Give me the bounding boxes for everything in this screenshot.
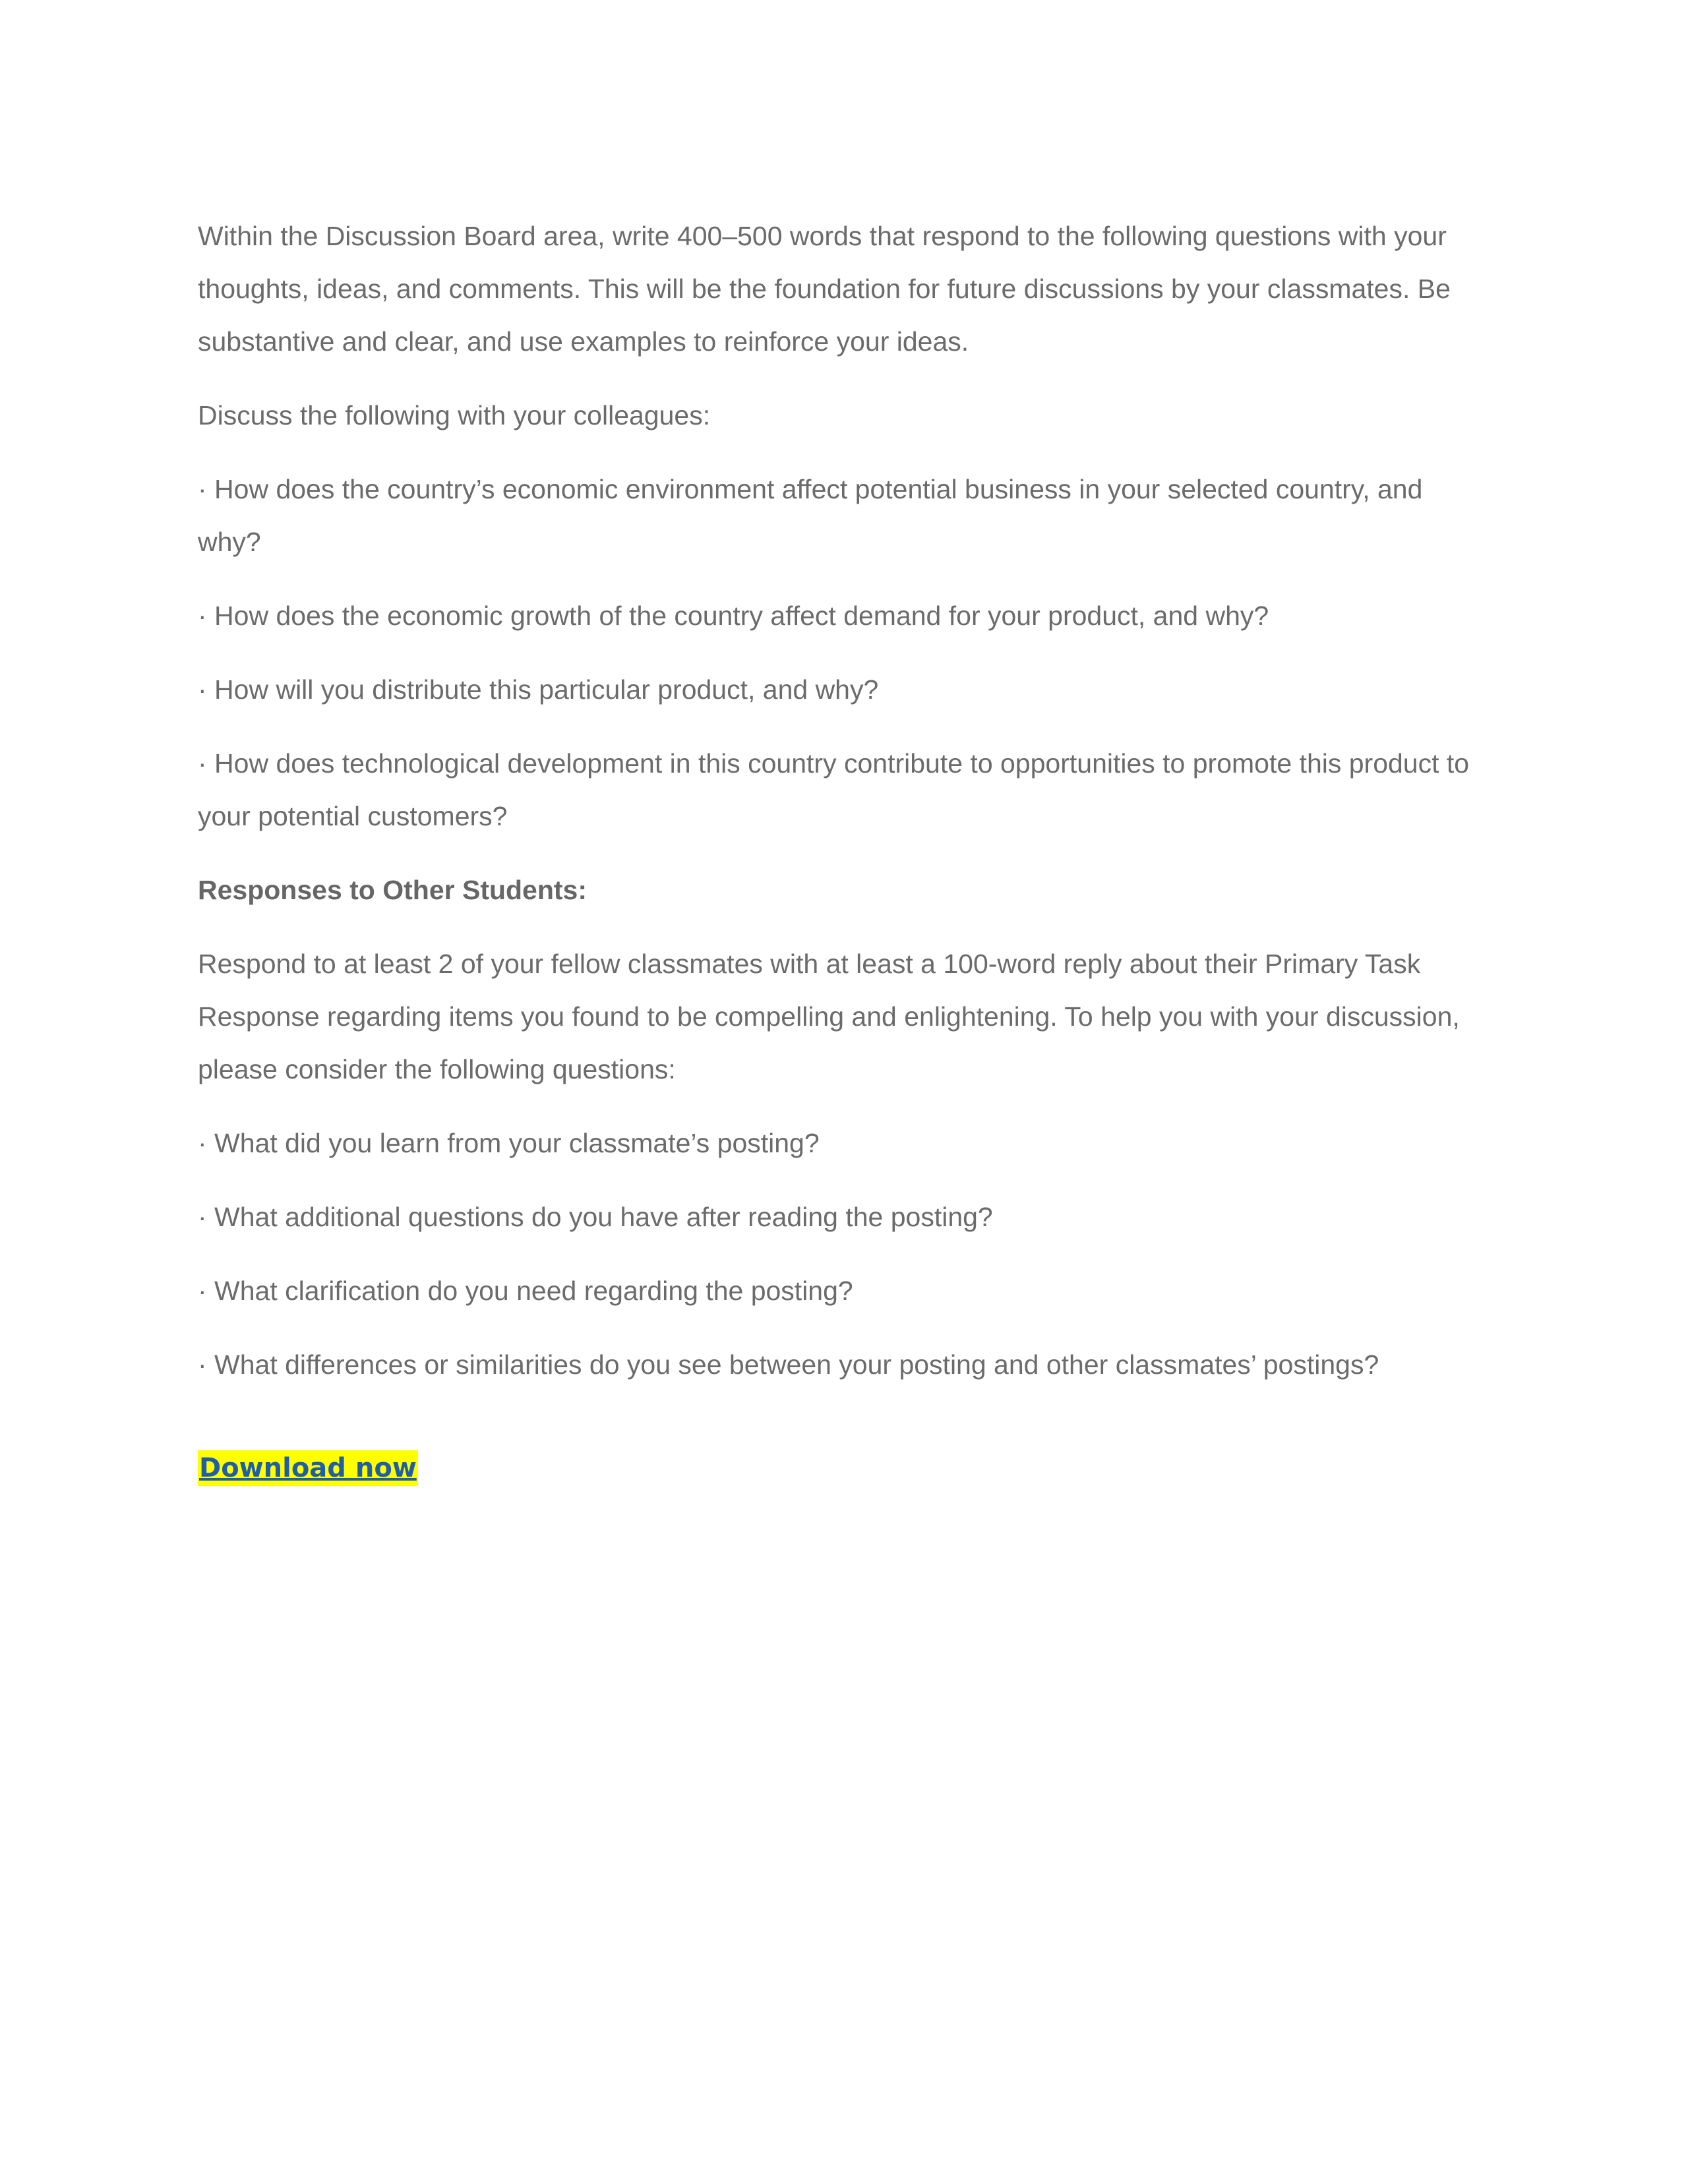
response-question: · What additional questions do you have after reading the posting? (198, 1202, 993, 1232)
discussion-question: · How does the economic growth of the country affect demand for your product, and why? (198, 601, 1269, 631)
discussion-question: · How does the country’s economic environment affect potential business in your selected country, and why? (198, 474, 1423, 557)
discussion-question: · How does technological development in this country contribute to opportunities to promote this product to your potential customers? (198, 748, 1470, 831)
document-page (198, 210, 1490, 1494)
response-question: · What differences or similarities do you see between your posting and other classmates’ postings? (198, 1349, 1379, 1380)
discuss-lead: Discuss the following with your colleagues: (198, 400, 711, 430)
download-section (198, 1441, 1490, 1494)
discussion-question: · How will you distribute this particular product, and why? (198, 674, 879, 705)
response-question: · What clarification do you need regarding the posting? (198, 1276, 853, 1306)
response-question: · What did you learn from your classmate’s posting? (198, 1128, 820, 1158)
download-now-link[interactable]: Download now (198, 1450, 418, 1486)
responses-heading: Responses to Other Students: (198, 875, 588, 905)
intro-paragraph: Within the Discussion Board area, write 400–500 words that respond to the following questions with your thoughts, ideas, and comments. This will be the foundation for future discussions by your classmates. Be substantive and clear, and use examples to reinforce your ideas. (198, 221, 1451, 357)
responses-intro-paragraph: Respond to at least 2 of your fellow classmates with at least a 100-word reply about their Primary Task Response regarding items you found to be compelling and enlightening. To help you with your discussion, please consider the following questions: (198, 949, 1460, 1084)
